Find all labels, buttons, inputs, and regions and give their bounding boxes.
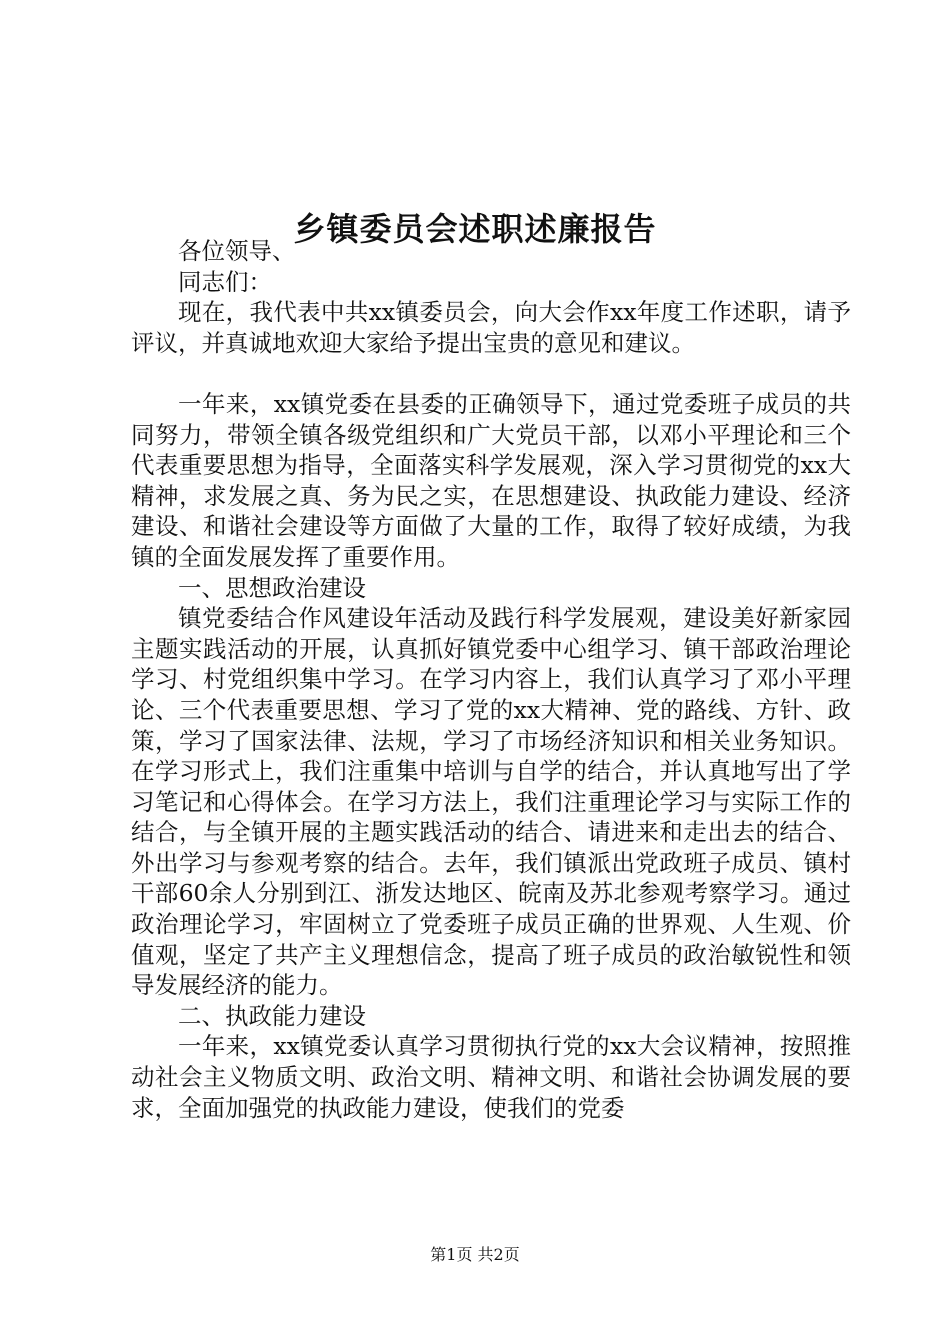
salutation-line-1: 各位领导、: [178, 237, 296, 265]
intro-paragraph: 现在，我代表中共xx镇委员会，向大会作xx年度工作述职，请予评议，并真诚地欢迎大家给予提出宝贵的意见和建议。: [131, 298, 851, 357]
page-footer: 第1页 共2页: [430, 1245, 520, 1264]
salutation-line-2: 同志们：: [178, 267, 272, 296]
section-1-heading: 一、思想政治建设: [178, 573, 366, 602]
document-title: 乡镇委员会述职述廉报告: [293, 210, 657, 249]
section-1-paragraph: 镇党委结合作风建设年活动及践行科学发展观，建设美好新家园主题实践活动的开展，认真抓好镇党委中心组学习、镇干部政治理论学习、村党组织集中学习。在学习内容上，我们认真学习了邓小平理论、三个代表重要思想、学习了党的xx大精神、党的路线、方针、政策，学习了国家法律、法规，学习了市场经济知识和相关业务知识。在学习形式上，我们注重集中培训与自学的结合，并认真地写出了学习笔记和心得体会。在学习方法上，我们注重理论学习与实际工作的结合，与全镇开展的主题实践活动的结合、请进来和走出去的结合、外出学习与参观考察的结合。去年，我们镇派出党政班子成员、镇村干部60余人分别到江、浙发达地区、皖南及苏北参观考察学习。通过政治理论学习，牢固树立了党委班子成员正确的世界观、人生观、价值观，坚定了共产主义理想信念，提高了班子成员的政治敏锐性和领导发展经济的能力。: [131, 604, 851, 1000]
section-2-heading: 二、执政能力建设: [178, 1001, 366, 1030]
document-body: [131, 236, 851, 1123]
section-2-paragraph: 一年来，xx镇党委认真学习贯彻执行党的xx大会议精神，按照推动社会主义物质文明、政治文明、精神文明、和谐社会协调发展的要求，全面加强党的执政能力建设，使我们的党委: [131, 1032, 851, 1122]
overview-paragraph: 一年来，xx镇党委在县委的正确领导下，通过党委班子成员的共同努力，带领全镇各级党组织和广大党员干部，以邓小平理论和三个代表重要思想为指导，全面落实科学发展观，深入学习贯彻党的xx大精神，求发展之真、务为民之实，在思想建设、执政能力建设、经济建设、和谐社会建设等方面做了大量的工作，取得了较好成绩，为我镇的全面发展发挥了重要作用。: [131, 389, 851, 571]
